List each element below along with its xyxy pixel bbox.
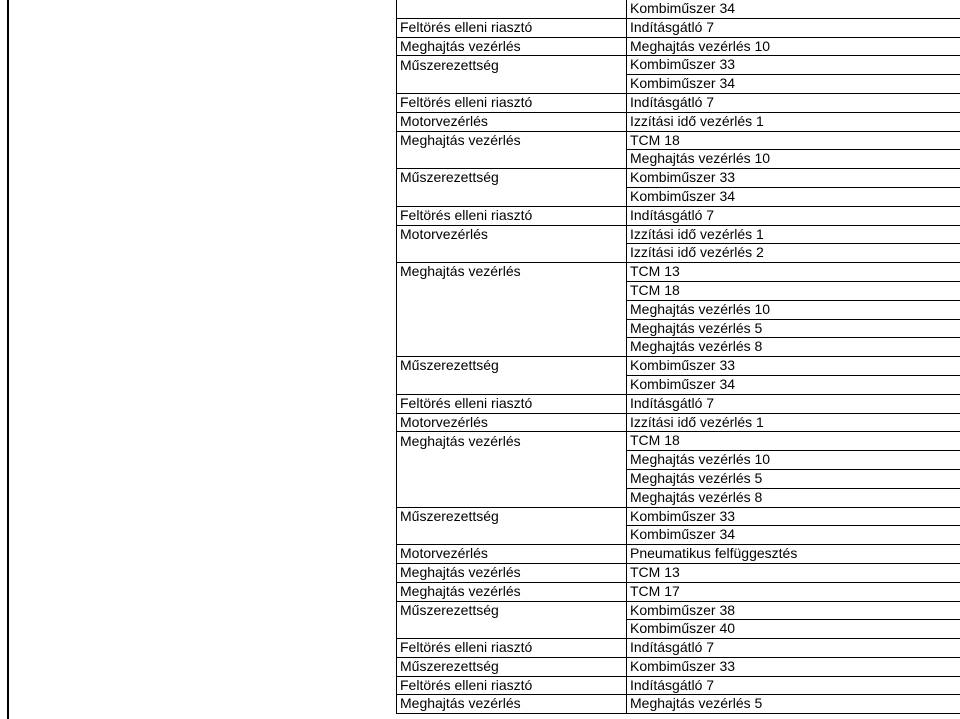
table-row [397,394,960,413]
table-row [397,413,960,432]
module-cell: Kombiműszer 33 [627,357,960,376]
module-cell: Meghajtás vezérlés 8 [627,338,960,357]
table-row [397,93,960,112]
table-row [397,582,960,601]
table-row [397,187,960,206]
module-table-body [397,0,960,714]
category-cell: Meghajtás vezérlés [397,263,627,282]
category-cell [397,75,627,94]
table-row [397,432,960,451]
module-cell: Kombiműszer 34 [627,0,960,18]
module-cell: TCM 13 [627,263,960,282]
table-row [397,75,960,94]
table-row [397,507,960,526]
category-cell [397,150,627,169]
category-cell: Műszerezettség [397,657,627,676]
table-row [397,545,960,564]
module-cell: TCM 18 [627,432,960,451]
category-cell [397,187,627,206]
table-row [397,469,960,488]
module-cell: Kombiműszer 33 [627,56,960,75]
category-cell [397,451,627,470]
module-table [396,0,960,714]
category-cell: Feltörés elleni riasztó [397,676,627,695]
category-cell: Műszerezettség [397,357,627,376]
category-cell [397,319,627,338]
module-cell: TCM 17 [627,582,960,601]
table-row [397,112,960,131]
table-row [397,676,960,695]
table-row [397,0,960,18]
category-cell: Feltörés elleni riasztó [397,93,627,112]
category-cell [397,281,627,300]
module-cell: Kombiműszer 38 [627,601,960,620]
category-cell: Műszerezettség [397,601,627,620]
table-row [397,338,960,357]
category-cell [397,375,627,394]
table-row [397,18,960,37]
table-row [397,451,960,470]
table-row [397,225,960,244]
category-cell: Meghajtás vezérlés [397,131,627,150]
table-row [397,263,960,282]
category-cell: Meghajtás vezérlés [397,582,627,601]
module-table-container [396,0,960,714]
module-cell: Meghajtás vezérlés 5 [627,469,960,488]
module-cell: Indításgátló 7 [627,93,960,112]
module-cell: TCM 18 [627,131,960,150]
category-cell: Motorvezérlés [397,545,627,564]
category-cell [397,488,627,507]
table-row [397,169,960,188]
module-cell: TCM 13 [627,563,960,582]
table-row [397,319,960,338]
table-row [397,563,960,582]
table-row [397,695,960,714]
module-cell: Izzítási idő vezérlés 1 [627,413,960,432]
table-row [397,131,960,150]
module-cell: Kombiműszer 33 [627,169,960,188]
table-row [397,244,960,263]
category-cell [397,526,627,545]
module-cell: Meghajtás vezérlés 10 [627,300,960,319]
module-cell: Indításgátló 7 [627,394,960,413]
module-cell: Kombiműszer 40 [627,620,960,639]
category-cell: Motorvezérlés [397,225,627,244]
module-cell: Kombiműszer 34 [627,375,960,394]
table-row [397,526,960,545]
table-row [397,357,960,376]
category-cell [397,620,627,639]
left-border-line [7,0,9,719]
table-row [397,281,960,300]
category-cell [397,338,627,357]
module-cell: Kombiműszer 34 [627,187,960,206]
table-row [397,150,960,169]
module-cell: Pneumatikus felfüggesztés [627,545,960,564]
module-cell: Indításgátló 7 [627,206,960,225]
module-cell: Kombiműszer 34 [627,526,960,545]
module-cell: TCM 18 [627,281,960,300]
module-cell: Indításgátló 7 [627,676,960,695]
module-cell: Meghajtás vezérlés 10 [627,37,960,56]
category-cell: Feltörés elleni riasztó [397,394,627,413]
table-row [397,37,960,56]
table-row [397,206,960,225]
module-cell: Izzítási idő vezérlés 1 [627,112,960,131]
module-cell: Meghajtás vezérlés 5 [627,695,960,714]
table-row [397,488,960,507]
category-cell: Műszerezettség [397,169,627,188]
category-cell: Feltörés elleni riasztó [397,18,627,37]
module-cell: Izzítási idő vezérlés 2 [627,244,960,263]
category-cell [397,244,627,263]
module-cell: Kombiműszer 33 [627,657,960,676]
table-row [397,300,960,319]
category-cell: Meghajtás vezérlés [397,432,627,451]
category-cell: Meghajtás vezérlés [397,695,627,714]
table-row [397,375,960,394]
category-cell: Műszerezettség [397,507,627,526]
module-cell: Meghajtás vezérlés 10 [627,150,960,169]
table-row [397,657,960,676]
module-cell: Meghajtás vezérlés 5 [627,319,960,338]
category-cell [397,469,627,488]
category-cell: Meghajtás vezérlés [397,37,627,56]
category-cell: Feltörés elleni riasztó [397,206,627,225]
module-cell: Meghajtás vezérlés 8 [627,488,960,507]
category-cell: Motorvezérlés [397,112,627,131]
module-cell: Indításgátló 7 [627,639,960,658]
table-row [397,620,960,639]
table-row [397,601,960,620]
category-cell: Motorvezérlés [397,413,627,432]
module-cell: Kombiműszer 33 [627,507,960,526]
category-cell: Műszerezettség [397,56,627,75]
category-cell: Feltörés elleni riasztó [397,639,627,658]
category-cell [397,0,627,18]
table-row [397,56,960,75]
category-cell: Meghajtás vezérlés [397,563,627,582]
module-cell: Kombiműszer 34 [627,75,960,94]
table-row [397,639,960,658]
category-cell [397,300,627,319]
module-cell: Meghajtás vezérlés 10 [627,451,960,470]
module-cell: Indításgátló 7 [627,18,960,37]
module-cell: Izzítási idő vezérlés 1 [627,225,960,244]
